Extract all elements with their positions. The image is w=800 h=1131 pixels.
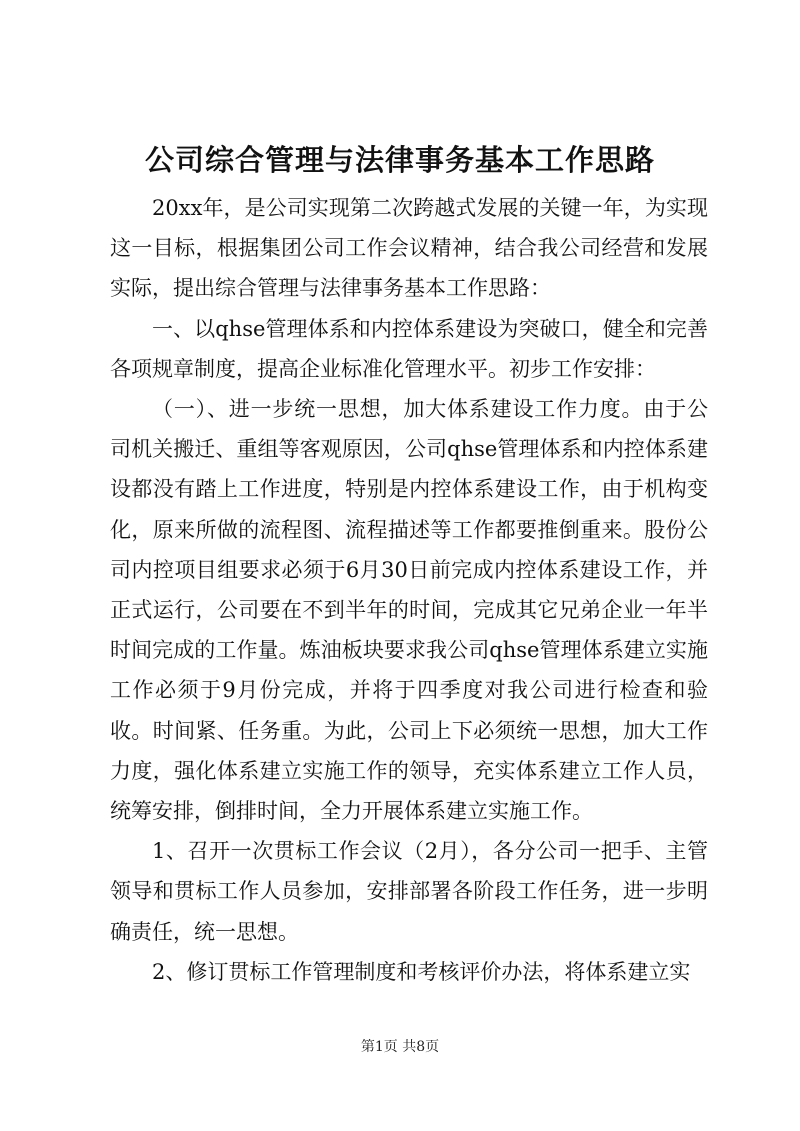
page-footer: 第1页 共8页 [360, 1039, 440, 1055]
paragraph-intro: 20xx年，是公司实现第二次跨越式发展的关键一年，为实现这一目标，根据集团公司工作会议精神，结合我公司经营和发展实际，提出综合管理与法律事务基本工作思路： [110, 196, 708, 301]
paragraph-subsection-one: （一）、进一步统一思想，加大体系建设工作力度。由于公司机关搬迁、重组等客观原因，公司qhse管理体系和内控体系建设都没有踏上工作进度，特别是内控体系建设工作，由于机构变化，原来所做的流程图、流程描述等工作都要推倒重来。股份公司内控项目组要求必须于6月30日前完成内控体系建设工作，并正式运行，公司要在不到半年的时间，完成其它兄弟企业一年半时间完成的工作量。炼油板块要求我公司qhse管理体系建立实施工作必须于9月份完成，并将于四季度对我公司进行检查和验收。时间紧、任务重。为此，公司上下必须统一思想，加大工作力度，强化体系建立实施工作的领导，充实体系建立工作人员，统筹安排，倒排时间，全力开展体系建立实施工作。 [110, 397, 708, 824]
document-body [110, 188, 708, 992]
paragraph-section-one: 一、以qhse管理体系和内控体系建设为突破口，健全和完善各项规章制度，提高企业标准化管理水平。初步工作安排： [110, 316, 708, 381]
paragraph-item-two: 2、修订贯标工作管理制度和考核评价办法，将体系建立实 [152, 959, 691, 984]
paragraph-item-one: 1、召开一次贯标工作会议（2月），各分公司一把手、主管领导和贯标工作人员参加，安排部署各阶段工作任务，进一步明确责任，统一思想。 [110, 839, 708, 944]
document-title: 公司综合管理与法律事务基本工作思路 [144, 143, 655, 177]
